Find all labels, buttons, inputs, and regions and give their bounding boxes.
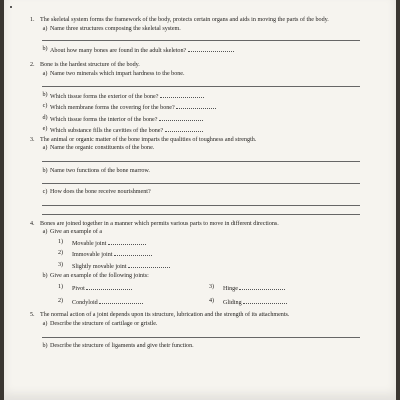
answer-line[interactable] — [42, 86, 360, 87]
answer-blank[interactable] — [165, 126, 203, 132]
sub-question: Name two functions of the bone marrow. — [50, 167, 150, 174]
answer-blank[interactable] — [176, 103, 216, 109]
sub-question: Which tissue forms the exterior of the bone? — [50, 93, 159, 100]
question-number: 2. — [30, 61, 35, 68]
question-3 — [30, 137, 360, 215]
item-number: 1) — [58, 238, 64, 245]
answer-line[interactable] — [42, 337, 360, 338]
item-text: Hinge — [223, 285, 238, 292]
item-number: 4) — [209, 298, 215, 304]
answer-blank[interactable] — [239, 284, 285, 290]
item-number: 2) — [58, 298, 64, 304]
question-number: 1. — [30, 17, 35, 23]
question-text: Bone is the hardest structure of the body. — [40, 61, 140, 68]
item-number: 2) — [58, 250, 64, 256]
sub-label: b) — [42, 167, 48, 174]
answer-line[interactable] — [42, 214, 360, 215]
question-2 — [30, 62, 360, 136]
hole-punch-dot — [10, 6, 12, 8]
question-number: 4. — [30, 220, 35, 227]
worksheet-page — [4, 0, 396, 400]
sub-question: Which membrane forms the covering for the bone? — [50, 105, 175, 111]
answer-blank[interactable] — [114, 250, 152, 256]
sub-label: a) — [42, 71, 48, 77]
question-text: The animal or organic matter of the bone imparts the qualities of toughness and strength. — [40, 136, 257, 143]
item-number: 3) — [58, 261, 64, 268]
answer-line[interactable] — [42, 183, 360, 184]
sub-label: a) — [42, 25, 48, 32]
answer-blank[interactable] — [160, 92, 204, 98]
sub-question: Give an example of a — [50, 229, 103, 235]
answer-blank[interactable] — [243, 298, 287, 304]
answer-line[interactable] — [42, 40, 360, 41]
sub-label: b) — [42, 46, 48, 52]
item-text: Movable joint — [72, 240, 107, 247]
question-5 — [30, 312, 360, 351]
sub-question: Describe the structure of cartilage or gristle. — [50, 321, 158, 327]
sub-label: c) — [42, 189, 48, 195]
item-number: 3) — [209, 283, 215, 290]
sub-question: Name three structures composing the skeletal system. — [50, 25, 181, 32]
sub-question: Which tissue forms the interior of the bone? — [50, 116, 158, 123]
answer-blank[interactable] — [128, 262, 170, 268]
question-1 — [30, 17, 360, 56]
answer-blank[interactable] — [86, 284, 132, 290]
sub-question: About how many bones are found in the adult skeleton? — [50, 48, 187, 54]
question-4 — [30, 221, 360, 308]
sub-label: a) — [42, 145, 48, 151]
answer-blank[interactable] — [188, 46, 234, 52]
answer-blank[interactable] — [159, 115, 203, 121]
sub-label: a) — [42, 321, 48, 327]
sub-question: Name two minerals which impart hardness to the bone. — [50, 71, 185, 77]
sub-label: b) — [42, 273, 48, 279]
question-text: Bones are joined together in a manner which permits various parts to move in different directions. — [40, 220, 279, 227]
answer-blank[interactable] — [99, 298, 143, 304]
sub-label: d) — [42, 114, 48, 121]
answer-blank[interactable] — [108, 239, 146, 245]
item-text: Pivot — [72, 285, 85, 292]
sub-label: b) — [42, 342, 48, 349]
item-text: Immovable joint — [72, 252, 113, 258]
sub-question: Name the organic constituents of the bone. — [50, 145, 155, 151]
question-text: The skeletal system forms the framework of the body, protects certain organs and aids in moving the parts of the body. — [40, 17, 329, 23]
question-text: The normal action of a joint depends upon its structure, lubrication and the strength of its attachments. — [40, 311, 290, 318]
question-list — [30, 4, 360, 350]
sub-label: e) — [42, 126, 48, 132]
sub-question: How does the bone receive nourishment? — [50, 189, 151, 195]
answer-line[interactable] — [42, 161, 360, 162]
item-number: 1) — [58, 283, 64, 290]
sub-label: c) — [42, 103, 48, 109]
sub-label: a) — [42, 229, 48, 235]
question-number: 3. — [30, 136, 35, 143]
item-text: Condyloid — [72, 300, 98, 306]
sub-question: Describe the structure of ligaments and give their function. — [50, 342, 194, 349]
sub-question: Which substance fills the cavities of the bone? — [50, 128, 164, 134]
answer-line[interactable] — [42, 205, 360, 206]
sub-question: Give an example of the following joints: — [50, 273, 149, 279]
item-text: Slightly movable joint — [72, 263, 127, 270]
sub-label: b) — [42, 91, 48, 98]
item-text: Gliding — [223, 300, 242, 306]
question-number: 5. — [30, 311, 35, 318]
